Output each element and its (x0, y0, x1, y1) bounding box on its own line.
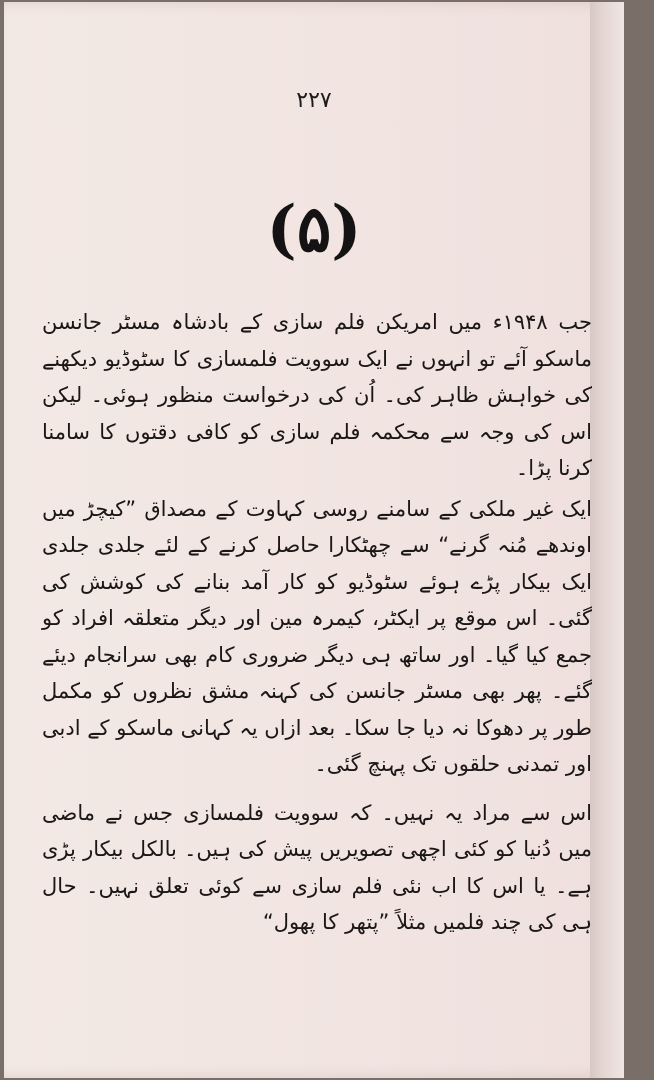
page-number: ۲۲۷ (296, 88, 332, 113)
book-page (4, 2, 624, 1078)
paragraph-1: جب ۱۹۴۸ء میں امریکن فلم سازی کے بادشاہ مسٹر جانسن ماسکو آئے تو انہوں نے ایک سوویت فلمسازی کا سٹوڈیو دیکھنے کی خواہش ظاہر کی۔ اُن کی درخواست منظور ہوئی۔ لیکن اس کی وجہ سے محکمہ فلم سازی کو کافی دقتوں کا سامنا کرنا پڑا۔ (42, 310, 593, 480)
paragraph-2: ایک غیر ملکی کے سامنے روسی کہاوت کے مصداق ”کیچڑ میں اوندھے مُنہ گرنے“ سے چھٹکارا حاصل کرنے کے لئے جلدی جلدی ایک بیکار پڑے ہوئے سٹوڈیو کو کار آمد بنانے کی کوشش کی گئی۔ اس موقع پر ایکٹر، کیمرہ مین اور دیگر متعلقہ افراد کو جمع کیا گیا۔ اور ساتھ ہی دیگر ضروری کام بھی سرانجام دیئے گئے۔ پھر بھی مسٹر جانسن کی کہنہ مشق نظروں کو مکمل طور پر دھوکا نہ دیا جا سکا۔ بعد ازاں یہ کہانی ماسکو کے ادبی اور تمدنی حلقوں تک پہنچ گئی۔ (42, 496, 592, 776)
paragraph-3: اس سے مراد یہ نہیں۔ کہ سوویت فلمسازی جس نے ماضی میں دُنیا کو کئی اچھی تصویریں پیش کی ہیں۔ بالکل بیکار پڑی ہے۔ یا اس کا اب نئی فلم سازی سے کوئی تعلق نہیں۔ حال ہی کی چند فلمیں مثلاً ”پتھر کا پھول“ (42, 800, 592, 934)
body-text (42, 304, 592, 941)
page-gutter-shadow (590, 2, 624, 1078)
chapter-number: (۵) (266, 192, 362, 267)
